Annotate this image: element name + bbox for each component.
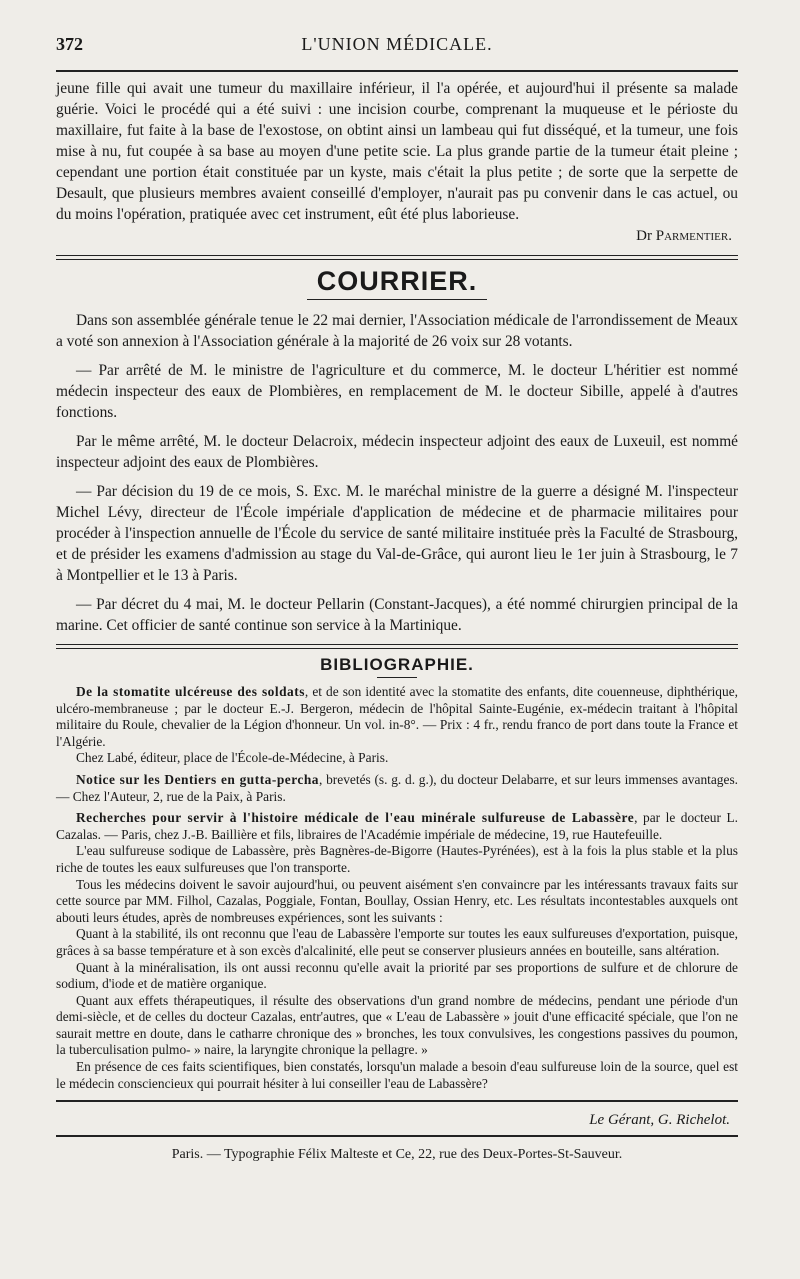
courrier-title-rule (307, 299, 487, 300)
signature-name: Parmentier. (655, 228, 732, 244)
bib-entry-3-p4: Quant à la minéralisation, ils ont aussi reconnu qu'elle avait la priorité par ses proportions de sulfure et de chlorure de sodium, d'iode et de matière organique. (56, 959, 738, 992)
courrier-paragraph-2: — Par arrêté de M. le ministre de l'agriculture et du commerce, M. le docteur L'héritier est nommé médecin inspecteur des eaux de Plombières, en remplacement de M. le docteur Sibille, appelé à d'autres fonctions. (56, 362, 738, 421)
courrier-paragraph-5: — Par décret du 4 mai, M. le docteur Pellarin (Constant-Jacques), a été nommé chirurgien principal de la marine. Cet officier de santé continue son service à la Martinique. (56, 596, 738, 634)
intro-section (56, 78, 738, 247)
intro-signature (56, 225, 732, 247)
bibliographie-title: BIBLIOGRAPHIE. (320, 655, 474, 674)
courrier-title: COURRIER. (316, 266, 478, 296)
section-rule (56, 255, 738, 260)
courrier-paragraph-1: Dans son assemblée générale tenue le 22 mai dernier, l'Association médicale de l'arrondissement de Meaux a voté son annexion à l'Association générale à la majorité de 26 voix sur 28 votants. (56, 312, 738, 350)
page-header (56, 34, 738, 68)
courrier-paragraph-3: Par le même arrêté, M. le docteur Delacroix, médecin inspecteur adjoint des eaux de Luxeuil, est nommé inspecteur adjoint des eaux de Plombières. (56, 433, 738, 471)
section-rule-2 (56, 644, 738, 649)
gerant-signature: Le Gérant, G. Richelot. (589, 1112, 730, 1129)
bib-entry-1-title: De la stomatite ulcéreuse des soldats (76, 684, 305, 699)
bib-entry-3-p1: L'eau sulfureuse sodique de Labassère, près Bagnères-de-Bigorre (Hautes-Pyrénées), est à la fois la plus stable et la plus riche de toutes les eaux sulfureuses que l'on transporte. (56, 843, 738, 875)
bib-entry-2-title: Notice sur les Dentiers en gutta-percha (76, 771, 320, 787)
bib-entry-3-text: , par le docteur L. Cazalas. — Paris, chez J.-B. Baillière et fils, libraires de l'Académie impériale de médecine, 19, rue Hautefeuille. (56, 810, 738, 842)
courrier-section (56, 266, 738, 636)
bib-entry-1-text: , et de son identité avec la stomatite des enfants, dite couenneuse, diphthérique, ulcéro-membraneuse ; par le docteur E.-J. Bergeron, médecin de l'hôpital Sainte-Eugénie, ex-médecin traitant à l'hôpital militaire du Roule, chevalier de la Légion d'honneur. Un vol. in-8°. — Prix : 4 fr., rendu franco de port dans toute la France et l'Algérie. (56, 684, 738, 749)
journal-title: L'UNION MÉDICALE. (301, 34, 493, 54)
bib-entry-3-p2: Tous les médecins doivent le savoir aujourd'hui, ou peuvent aisément s'en convaincre par les intéressants travaux faits sur cette source par MM. Filhol, Cazalas, Poggiale, Fontan, Boullay, Ossian Henry, etc. Les résultats incontestables auxquels ont abouti leurs études, après de nombreuses expériences, sont les suivants : (56, 876, 738, 925)
bib-entry-3-p3: Quant à la stabilité, ils ont reconnu que l'eau de Labassère l'emporte sur toutes les eaux sulfureuses d'exportation, puisque, grâces à sa basse température et à son excès d'alcalinité, elle peut se conserver plusieurs années en bouteille, sans altération. (56, 926, 738, 958)
footer-rule (56, 1100, 738, 1102)
footer-rule-2 (56, 1135, 738, 1137)
bib-entry-1 (56, 684, 738, 750)
courrier-paragraph-4: — Par décision du 19 de ce mois, S. Exc. M. le maréchal ministre de la guerre a désigné M. l'inspecteur Michel Lévy, directeur de l'École impériale d'application de médecine et de pharmacie militaires pour procéder à l'inspection annuelle de l'École du service de santé militaire instituée près la Faculté de Strasbourg, et de présider les examens d'admission au stage du Val-de-Grâce, qui auront lieu le 1er juin à Strasbourg, le 7 à Montpellier et le 13 à Paris. (56, 483, 738, 584)
signature-prefix: Dr (636, 228, 652, 244)
bib-entry-2-text: , brevetés (s. g. d. g.), du docteur Delabarre, et sur leurs immenses avantages. — Chez l'Auteur, 2, rue de la Paix, à Paris. (56, 771, 739, 804)
header-rule (56, 70, 738, 72)
bibliographie-section (56, 655, 738, 1092)
bib-entry-3-title: Recherches pour servir à l'histoire médicale de l'eau minérale sulfureuse de Labassère (76, 810, 635, 826)
printer-line: Paris. — Typographie Félix Malteste et Ce, 22, rue des Deux-Portes-St-Sauveur. (171, 1147, 623, 1163)
bib-entry-3-p6: En présence de ces faits scientifiques, bien constatés, lorsqu'un malade a besoin d'eau sulfureuse loin de la source, quel est le médecin consciencieux qui pourrait hésiter à lui conseiller l'eau de Labassère? (56, 1059, 738, 1091)
bib-entry-3-p5: Quant aux effets thérapeutiques, il résulte des observations d'un grand nombre de médecins, pendant une période d'un demi-siècle, et de celles du docteur Cazalas, entr'autres, que « L'eau de Labassère » jouit d'une efficacité spéciale, que l'on ne saurait mettre en doute, dans le catharre chronique des » bronches, les toux convulsives, les congestions passives du poumon, la tuberculisation pulmo- » naire, la laryngite chronique la pellagre. » (56, 992, 738, 1058)
bib-entry-3 (56, 810, 738, 843)
bibliographie-title-rule (377, 677, 417, 678)
bib-entry-1-publisher: Chez Labé, éditeur, place de l'École-de-Médecine, à Paris. (76, 750, 389, 766)
page-number: 372 (56, 34, 83, 54)
intro-paragraph: jeune fille qui avait une tumeur du maxillaire inférieur, il l'a opérée, et aujourd'hui il présente sa malade guérie. Voici le procédé qui a été suivi : une incision courbe, comprenant la muqueuse et le périoste du maxillaire, fut faite à la base de l'exostose, on obtint ainsi un lambeau qui fut disséqué, et la tumeur, une fois mise à nu, fut coupée à sa base au moyen d'une petite scie. La plus grande partie de la tumeur était pleine ; cependant une portion était constituée par un kyste, mais c'était la plus petite ; de sorte que la serpette de Desault, que plusieurs membres avaient conseillé d'employer, n'aurait pas pu convenir dans le cas actuel, ou du moins l'opération, pratiquée avec cet instrument, eût été plus laborieuse. (56, 80, 738, 223)
bib-entry-2 (56, 772, 738, 805)
